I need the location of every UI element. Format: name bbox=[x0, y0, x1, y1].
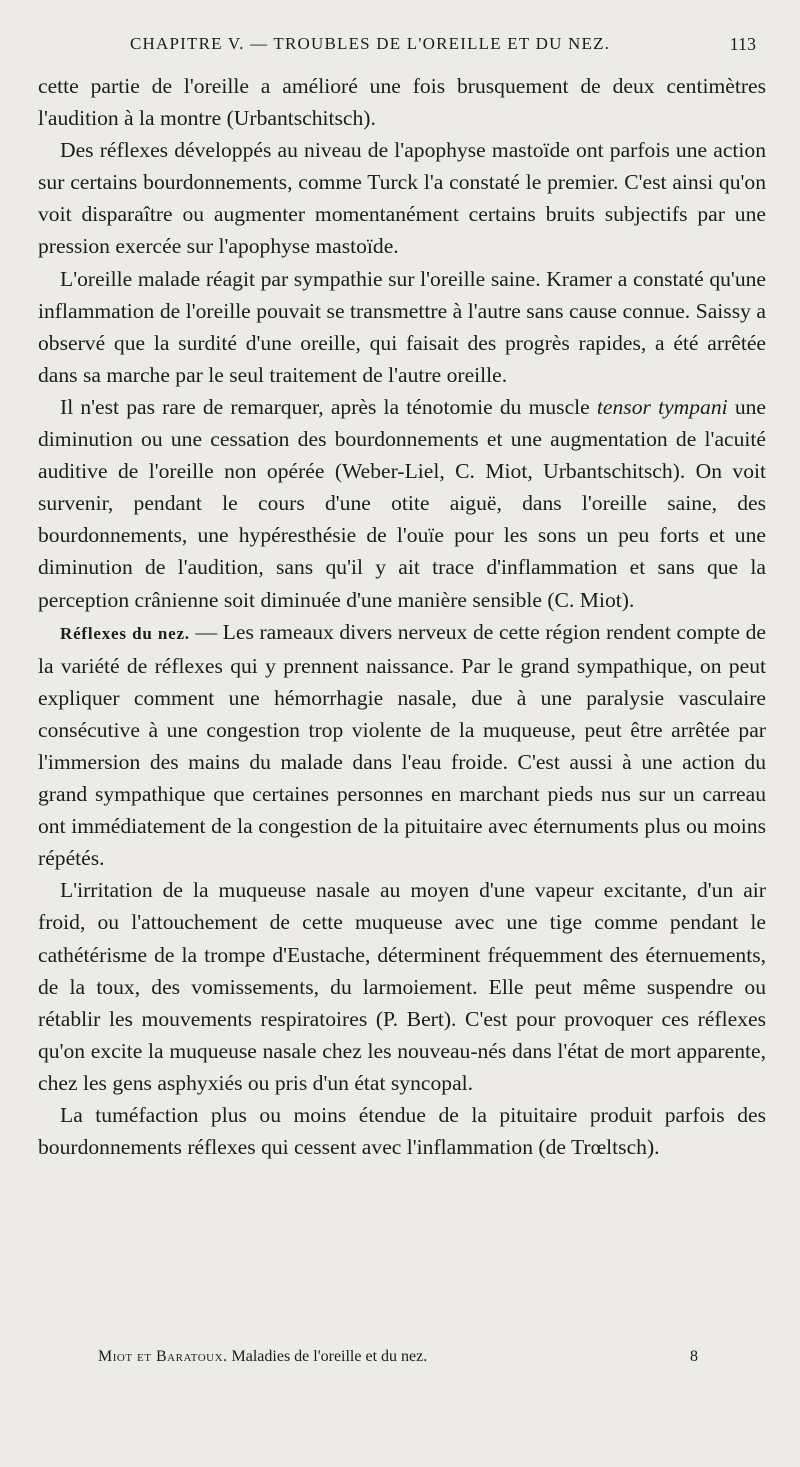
running-title: CHAPITRE V. — TROUBLES DE L'OREILLE ET DU NEZ. bbox=[130, 34, 611, 53]
body-text bbox=[38, 70, 766, 1163]
paragraph-nose-reflexes bbox=[38, 616, 766, 875]
paragraph-tensor-tympani bbox=[38, 391, 766, 616]
footer-authors: Miot et Baratoux. bbox=[98, 1348, 228, 1365]
page-footer bbox=[0, 1348, 800, 1372]
tensor-text-before: Il n'est pas rare de remarquer, après la ténotomie du muscle bbox=[60, 394, 597, 419]
paragraph-sympathy: L'oreille malade réagit par sympathie sur l'oreille saine. Kramer a constaté qu'une inflammation de l'oreille pouvait se transmettre à l'autre sans cause connue. Saissy a observé que la surdité d'une oreille, qui faisait des progrès rapides, a été arrêtée dans sa marche par le seul traitement de l'autre oreille. bbox=[38, 266, 766, 387]
footer-title bbox=[98, 1348, 427, 1366]
footer-book-title: Maladies de l'oreille et du nez. bbox=[231, 1348, 428, 1365]
page-header bbox=[0, 34, 800, 60]
section-text: — Les rameaux divers nerveux de cette région rendent compte de la variété de réflexes qui y prennent naissance. Par le grand sympathique, on peut expliquer comment une hémorrhagie nasale, due à une paralysie vasculaire consécutive à une congestion trop violente de la muqueuse, peut être arrêtée par l'immersion des mains du malade dans l'eau froide. C'est aussi à une action du grand sympathique que certaines personnes en marchant pieds nus sur un carreau ont immédiatement de la congestion de la pituitaire avec éternuments plus ou moins répétés. bbox=[38, 619, 767, 871]
signature-mark: 8 bbox=[690, 1348, 698, 1365]
paragraph-tumefaction: La tuméfaction plus ou moins étendue de la pituitaire produit parfois des bourdonnements réflexes qui cessent avec l'inflammation (de Trœltsch). bbox=[38, 1103, 766, 1160]
paragraph-mastoid-reflexes: Des réflexes développés au niveau de l'apophyse mastoïde ont parfois une action sur certains bourdonnements, comme Turck l'a constaté le premier. C'est ainsi qu'on voit disparaître ou augmenter momentanément certains bruits subjectifs par une pression exercée sur l'apophyse mastoïde. bbox=[38, 138, 766, 259]
paragraph-irritation: L'irritation de la muqueuse nasale au moyen d'une vapeur excitante, d'un air froid, ou l'attouchement de cette muqueuse avec une tige comme pendant le cathétérisme de la trompe d'Eustache, déterminent fréquemment des éternuements, de la toux, des vomissements, du larmoiement. Elle peut même suspendre ou rétablir les mouvements respiratoires (P. Bert). C'est pour provoquer ces réflexes qu'on excite la muqueuse nasale chez les nouveau-nés dans l'état de mort apparente, chez les gens asphyxiés ou pris d'un état syncopal. bbox=[38, 878, 766, 1095]
tensor-text-after: une diminution ou une cessation des bourdonnements et une augmentation de l'acuité auditive de l'oreille non opérée (Weber-Liel, C. Miot, Urbantschitsch). On voit survenir, pendant le cours d'une otite aiguë, dans l'oreille saine, des bourdonnements, une hypéresthésie de l'ouïe pour les sons un peu forts et une diminution de l'audition, sans qu'il y ait trace d'inflammation et sans que la perception crânienne soit diminuée d'une manière sensible (C. Miot). bbox=[38, 394, 767, 612]
paragraph-continuation: cette partie de l'oreille a amélioré une fois brusquement de deux centimètres l'audition à la montre (Urbantschitsch). bbox=[38, 74, 766, 131]
section-heading: Réflexes du nez. bbox=[60, 623, 190, 643]
page-number: 113 bbox=[729, 34, 756, 54]
tensor-italic-term: tensor tympani bbox=[596, 394, 728, 419]
